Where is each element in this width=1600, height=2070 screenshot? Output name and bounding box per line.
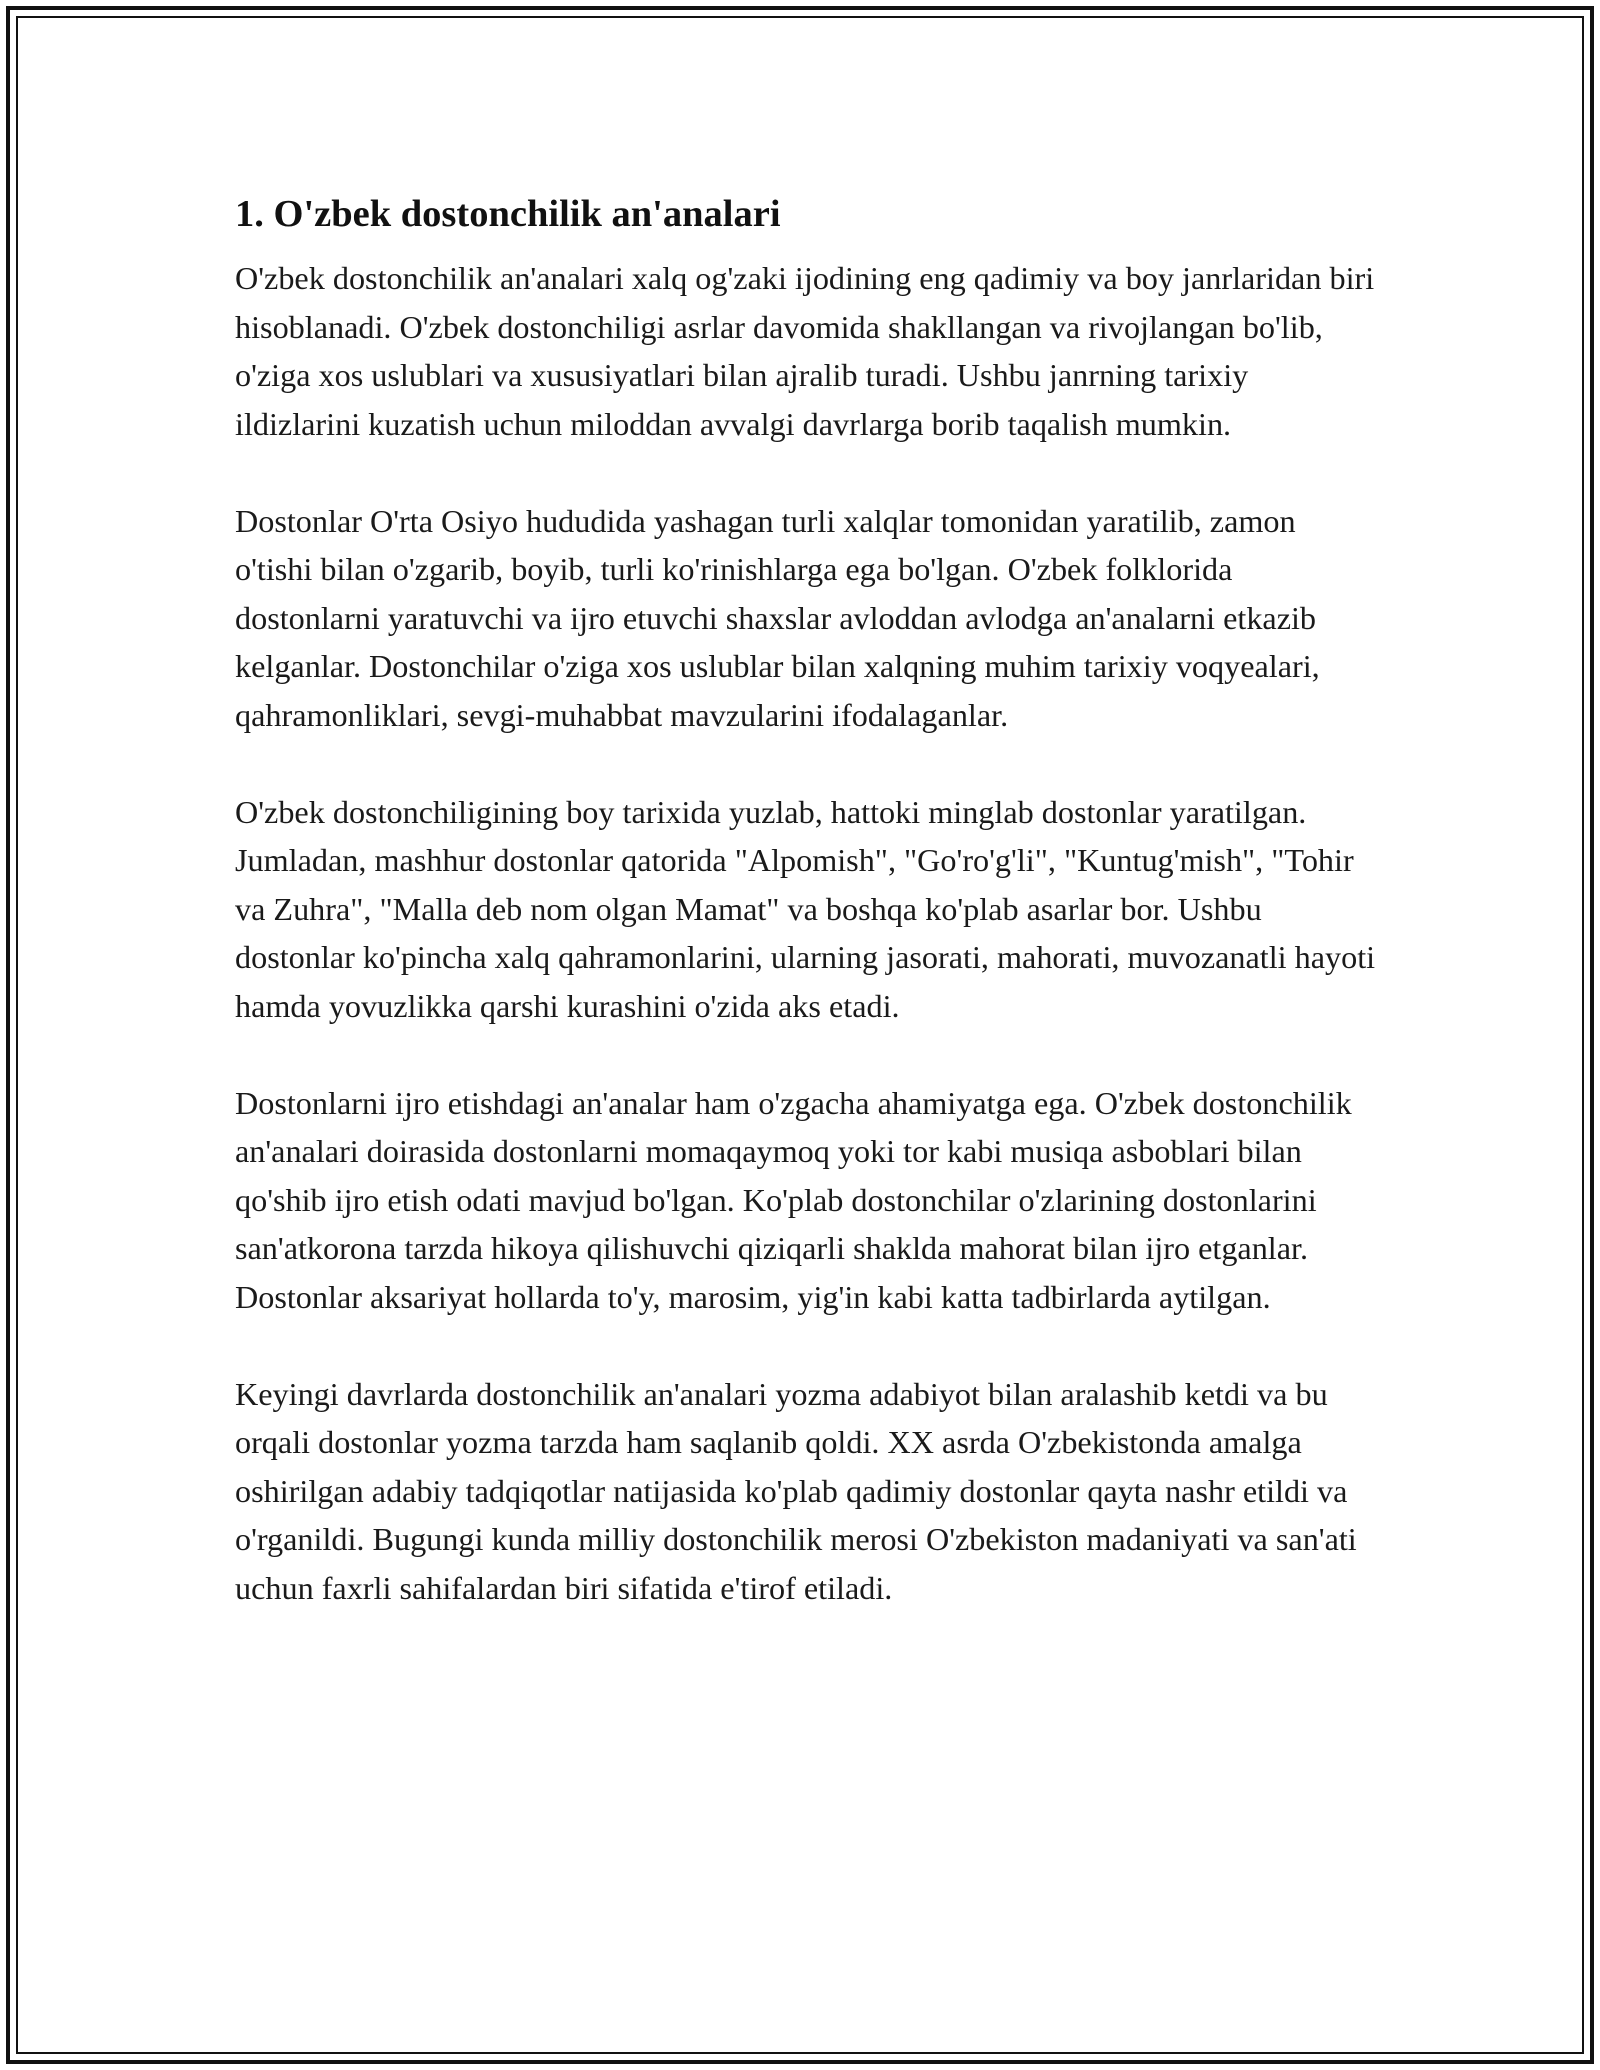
paragraph-5: Keyingi davrlarda dostonchilik an'analari yozma adabiyot bilan aralashib ketdi va bu orqali dostonlar yozma tarzda ham saqlanib qoldi. XX asrda O'zbekistonda amalga oshirilgan adabiy tadqiqotlar natijasida ko'plab qadimiy dostonlar qayta nashr etildi va o'rganildi. Bugungi kunda milliy dostonchilik merosi O'zbekiston madaniyati va san'ati uchun faxrli sahifalardan biri sifatida e'tirof etiladi.	[235, 1375, 1357, 1606]
paragraph-1: O'zbek dostonchilik an'analari xalq og'zaki ijodining eng qadimiy va boy janrlaridan biri hisoblanadi. O'zbek dostonchiligi asrlar davomida shakllangan va rivojlangan bo'lib, o'ziga xos uslublari va xususiyatlari bilan ajralib turadi. Ushbu janrning tarixiy ildizlarini kuzatish uchun miloddan avvalgi davrlarga borib taqalish mumkin.	[235, 260, 1375, 442]
paragraph-3: O'zbek dostonchiligining boy tarixida yuzlab, hattoki minglab dostonlar yaratilgan. Jumladan, mashhur dostonlar qatorida "Alpomish", "Go'ro'g'li", "Kuntug'mish", "Tohir va Zuhra", "Malla deb nom olgan Mamat" va boshqa ko'plab asarlar bor. Ushbu dostonlar ko'pincha xalq qahramonlarini, ularning jasorati, mahorati, muvozanatli hayoti hamda yovuzlikka qarshi kurashini o'zida aks etadi.	[235, 793, 1376, 1024]
document-body	[235, 186, 1380, 1661]
paragraph-4: Dostonlarni ijro etishdagi an'analar ham o'zgacha ahamiyatga ega. O'zbek dostonchilik an'analari doirasida dostonlarni momaqaymoq yoki tor kabi musiqa asboblari bilan qo'shib ijro etish odati mavjud bo'lgan. Ko'plab dostonchilar o'zlarining dostonlarini san'atkorona tarzda hikoya qilishuvchi qiziqarli shaklda mahorat bilan ijro etganlar. Dostonlar aksariyat hollarda to'y, marosim, yig'in kabi katta tadbirlarda aytilgan.	[235, 1084, 1352, 1315]
paragraph-2: Dostonlar O'rta Osiyo hududida yashagan turli xalqlar tomonidan yaratilib, zamon o'tishi bilan o'zgarib, boyib, turli ko'rinishlarga ega bo'lgan. O'zbek folklorida dostonlarni yaratuvchi va ijro etuvchi shaxslar avloddan avlodga an'analarni etkazib kelganlar. Dostonchilar o'ziga xos uslublar bilan xalqning muhim tarixiy voqyealari, qahramonliklari, sevgi-muhabbat mavzularini ifodalaganlar.	[235, 502, 1320, 733]
section-heading: 1. O'zbek dostonchilik an'analari	[235, 193, 781, 235]
